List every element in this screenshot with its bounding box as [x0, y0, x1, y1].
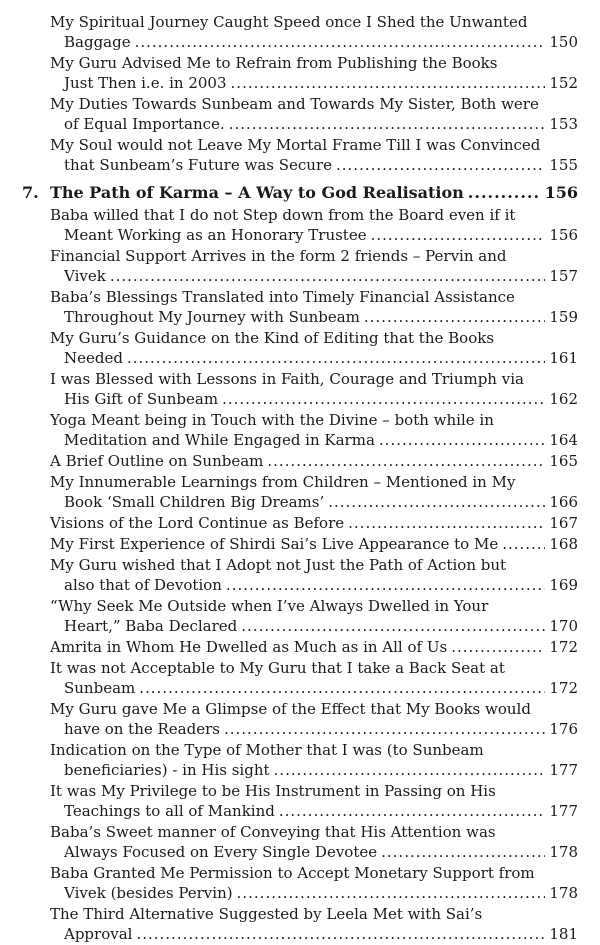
toc-entry[interactable] — [22, 94, 578, 134]
toc-entry[interactable] — [22, 410, 578, 450]
dot-leader — [136, 924, 545, 944]
dot-leader — [127, 348, 545, 368]
toc-entry-line — [22, 94, 578, 114]
toc-entry-text: His Gift of Sunbeam — [64, 390, 219, 408]
toc-entry[interactable] — [22, 822, 578, 862]
toc-entry-line — [22, 801, 578, 821]
toc-entry-text: It was My Privilege to be His Instrument in Passing on His — [50, 782, 496, 800]
toc-entry-text: My Guru gave Me a Glimpse of the Effect that My Books would — [50, 700, 531, 718]
toc-page-number: 168 — [549, 535, 578, 553]
toc-entry-text: Just Then i.e. in 2003 — [64, 74, 227, 92]
toc-page-number: 166 — [549, 493, 578, 511]
toc-page-number: 177 — [549, 802, 578, 820]
toc-page-number: 178 — [549, 884, 578, 902]
dot-leader — [364, 307, 545, 327]
toc-entry-line — [22, 135, 578, 155]
toc-entries-before — [22, 12, 578, 175]
toc-entry-text: Vivek — [64, 267, 106, 285]
chapter-heading — [22, 183, 578, 203]
toc-entry-line — [22, 678, 578, 698]
toc-page-number: 176 — [549, 720, 578, 738]
toc-page-number: 153 — [549, 115, 578, 133]
toc-entry-line — [22, 863, 578, 883]
toc-entry-text: My First Experience of Shirdi Sai’s Live Appearance to Me — [50, 535, 499, 553]
dot-leader — [231, 73, 546, 93]
toc-entry-line — [22, 658, 578, 678]
toc-entry-line — [22, 328, 578, 348]
toc-entry[interactable] — [22, 637, 578, 657]
toc-entry-text: Baggage — [64, 33, 131, 51]
dot-leader — [229, 114, 546, 134]
toc-entry-text: Baba’s Sweet manner of Conveying that His Attention was — [50, 823, 496, 841]
toc-page-number: 169 — [549, 576, 578, 594]
toc-entry-line — [22, 883, 578, 903]
toc-entry-text: Approval — [64, 925, 133, 943]
toc-entry[interactable] — [22, 328, 578, 368]
dot-leader — [379, 430, 545, 450]
toc-entry-line — [22, 719, 578, 739]
toc-entry-text: Heart,” Baba Declared — [64, 617, 238, 635]
dot-leader — [237, 883, 546, 903]
toc-entry-line — [22, 266, 578, 286]
toc-entry-line — [22, 513, 578, 533]
toc-entry-text: have on the Readers — [64, 720, 220, 738]
toc-entry-line — [22, 616, 578, 636]
toc-entry-line — [22, 822, 578, 842]
toc-entry-line — [22, 287, 578, 307]
toc-entry-line — [22, 492, 578, 512]
toc-entry[interactable] — [22, 555, 578, 595]
toc-page-number: 165 — [549, 452, 578, 470]
dot-leader — [226, 575, 545, 595]
dot-leader — [267, 451, 545, 471]
dot-leader — [468, 183, 541, 203]
toc-entry-text: Sunbeam — [64, 679, 136, 697]
toc-entry-line — [22, 699, 578, 719]
toc-page-number: 155 — [549, 156, 578, 174]
toc-entry-line — [22, 555, 578, 575]
table-of-contents — [22, 12, 578, 945]
toc-page-number: 172 — [549, 638, 578, 656]
toc-entry-line — [22, 73, 578, 93]
dot-leader — [224, 719, 545, 739]
toc-entry-line — [22, 575, 578, 595]
toc-entry[interactable] — [22, 740, 578, 780]
toc-entries — [22, 205, 578, 944]
toc-page-number: 170 — [549, 617, 578, 635]
toc-entry-text: My Spiritual Journey Caught Speed once I Shed the Unwanted — [50, 13, 528, 31]
chapter-page-number: 156 — [544, 183, 578, 202]
toc-entry-text: Throughout My Journey with Sunbeam — [64, 308, 360, 326]
toc-entry-line — [22, 410, 578, 430]
toc-entry-text: Meditation and While Engaged in Karma — [64, 431, 375, 449]
toc-entry-line — [22, 760, 578, 780]
toc-page-number: 164 — [549, 431, 578, 449]
toc-entry-text: Baba Granted Me Permission to Accept Monetary Support from — [50, 864, 535, 882]
toc-entry-line — [22, 32, 578, 52]
toc-entry-line — [22, 842, 578, 862]
toc-page-number: 172 — [549, 679, 578, 697]
toc-page-number: 150 — [549, 33, 578, 51]
dot-leader — [279, 801, 546, 821]
toc-entry-text: Always Focused on Every Single Devotee — [64, 843, 378, 861]
toc-entry[interactable] — [22, 135, 578, 175]
toc-entry-line — [22, 369, 578, 389]
toc-entry[interactable] — [22, 53, 578, 93]
toc-entry-line — [22, 740, 578, 760]
toc-entry-text: beneficiaries) - in His sight — [64, 761, 270, 779]
dot-leader — [451, 637, 545, 657]
toc-entry-line — [22, 534, 578, 554]
toc-entry-text: Amrita in Whom He Dwelled as Much as in All of Us — [50, 638, 448, 656]
dot-leader — [274, 760, 546, 780]
toc-entry-text: Book ‘Small Children Big Dreams’ — [64, 493, 325, 511]
dot-leader — [381, 842, 545, 862]
toc-entry-text: Needed — [64, 349, 123, 367]
toc-entry-line — [22, 53, 578, 73]
toc-entry-text: My Guru Advised Me to Refrain from Publishing the Books — [50, 54, 498, 72]
toc-entry-text: A Brief Outline on Sunbeam — [50, 452, 264, 470]
toc-entry-text: Meant Working as an Honorary Trustee — [64, 226, 367, 244]
toc-page-number: 181 — [549, 925, 578, 943]
toc-page-number: 152 — [549, 74, 578, 92]
toc-entry-line — [22, 12, 578, 32]
toc-entry[interactable] — [22, 472, 578, 512]
toc-entry-line — [22, 205, 578, 225]
toc-entry-line — [22, 596, 578, 616]
dot-leader — [371, 225, 546, 245]
dot-leader — [222, 389, 545, 409]
toc-entry-text: My Innumerable Learnings from Children – Mentioned in My — [50, 473, 516, 491]
toc-entry[interactable] — [22, 246, 578, 286]
toc-entry[interactable] — [22, 287, 578, 327]
toc-entry-line — [22, 430, 578, 450]
toc-entry-text: My Guru’s Guidance on the Kind of Editing that the Books — [50, 329, 495, 347]
toc-entry-text: of Equal Importance. — [64, 115, 225, 133]
toc-entry-line — [22, 904, 578, 924]
toc-entry-text: Baba willed that I do not Step down from the Board even if it — [50, 206, 516, 224]
toc-entry-text: Vivek (besides Pervin) — [64, 884, 233, 902]
toc-entry-text: Baba’s Blessings Translated into Timely Financial Assistance — [50, 288, 515, 306]
toc-entry-text: I was Blessed with Lessons in Faith, Courage and Triumph via — [50, 370, 524, 388]
toc-entry-line — [22, 155, 578, 175]
dot-leader — [348, 513, 545, 533]
toc-entry-text: My Guru wished that I Adopt not Just the Path of Action but — [50, 556, 507, 574]
toc-page-number: 178 — [549, 843, 578, 861]
toc-entry-line — [22, 472, 578, 492]
dot-leader — [241, 616, 545, 636]
toc-entry-text: Yoga Meant being in Touch with the Divine – both while in — [50, 411, 494, 429]
toc-entry-line — [22, 114, 578, 134]
chapter-title: The Path of Karma – A Way to God Realisation — [50, 183, 464, 202]
dot-leader — [135, 32, 546, 52]
toc-entry-text: that Sunbeam’s Future was Secure — [64, 156, 332, 174]
toc-entry-line — [22, 451, 578, 471]
toc-entry[interactable] — [22, 781, 578, 821]
toc-entry-text: Teachings to all of Mankind — [64, 802, 275, 820]
toc-page-number: 157 — [549, 267, 578, 285]
toc-page-number: 162 — [549, 390, 578, 408]
toc-page-number: 161 — [549, 349, 578, 367]
toc-entry[interactable] — [22, 904, 578, 944]
toc-entry-text: also that of Devotion — [64, 576, 222, 594]
toc-entry-line — [22, 637, 578, 657]
toc-entry-text: My Soul would not Leave My Mortal Frame Till I was Convinced — [50, 136, 541, 154]
toc-entry-text: “Why Seek Me Outside when I’ve Always Dwelled in Your — [50, 597, 489, 615]
toc-entry-text: My Duties Towards Sunbeam and Towards My Sister, Both were — [50, 95, 539, 113]
toc-entry-text: The Third Alternative Suggested by Leela Met with Sai’s — [50, 905, 483, 923]
toc-entry-line — [22, 246, 578, 266]
toc-entry[interactable] — [22, 699, 578, 739]
dot-leader — [336, 155, 545, 175]
toc-entry-line — [22, 781, 578, 801]
dot-leader — [328, 492, 545, 512]
toc-entry[interactable] — [22, 12, 578, 52]
toc-page-number: 177 — [549, 761, 578, 779]
toc-entry[interactable] — [22, 369, 578, 409]
toc-entry[interactable] — [22, 596, 578, 636]
chapter-number: 7. — [22, 183, 39, 202]
toc-entry-text: Visions of the Lord Continue as Before — [50, 514, 345, 532]
toc-entry[interactable] — [22, 205, 578, 245]
toc-page-number: 167 — [549, 514, 578, 532]
toc-entry-line — [22, 307, 578, 327]
toc-entry[interactable] — [22, 534, 578, 554]
toc-entry-text: Financial Support Arrives in the form 2 friends – Pervin and — [50, 247, 507, 265]
toc-page-number: 159 — [549, 308, 578, 326]
toc-entry[interactable] — [22, 513, 578, 533]
toc-entry-text: It was not Acceptable to My Guru that I take a Back Seat at — [50, 659, 505, 677]
toc-entry-text: Indication on the Type of Mother that I was (to Sunbeam — [50, 741, 484, 759]
dot-leader — [139, 678, 545, 698]
toc-entry[interactable] — [22, 863, 578, 903]
toc-page-number: 156 — [549, 226, 578, 244]
toc-entry-line — [22, 348, 578, 368]
dot-leader — [502, 534, 545, 554]
toc-entry-line — [22, 389, 578, 409]
toc-entry-line — [22, 924, 578, 944]
toc-entry[interactable] — [22, 658, 578, 698]
dot-leader — [110, 266, 546, 286]
toc-entry-line — [22, 225, 578, 245]
toc-entry[interactable] — [22, 451, 578, 471]
